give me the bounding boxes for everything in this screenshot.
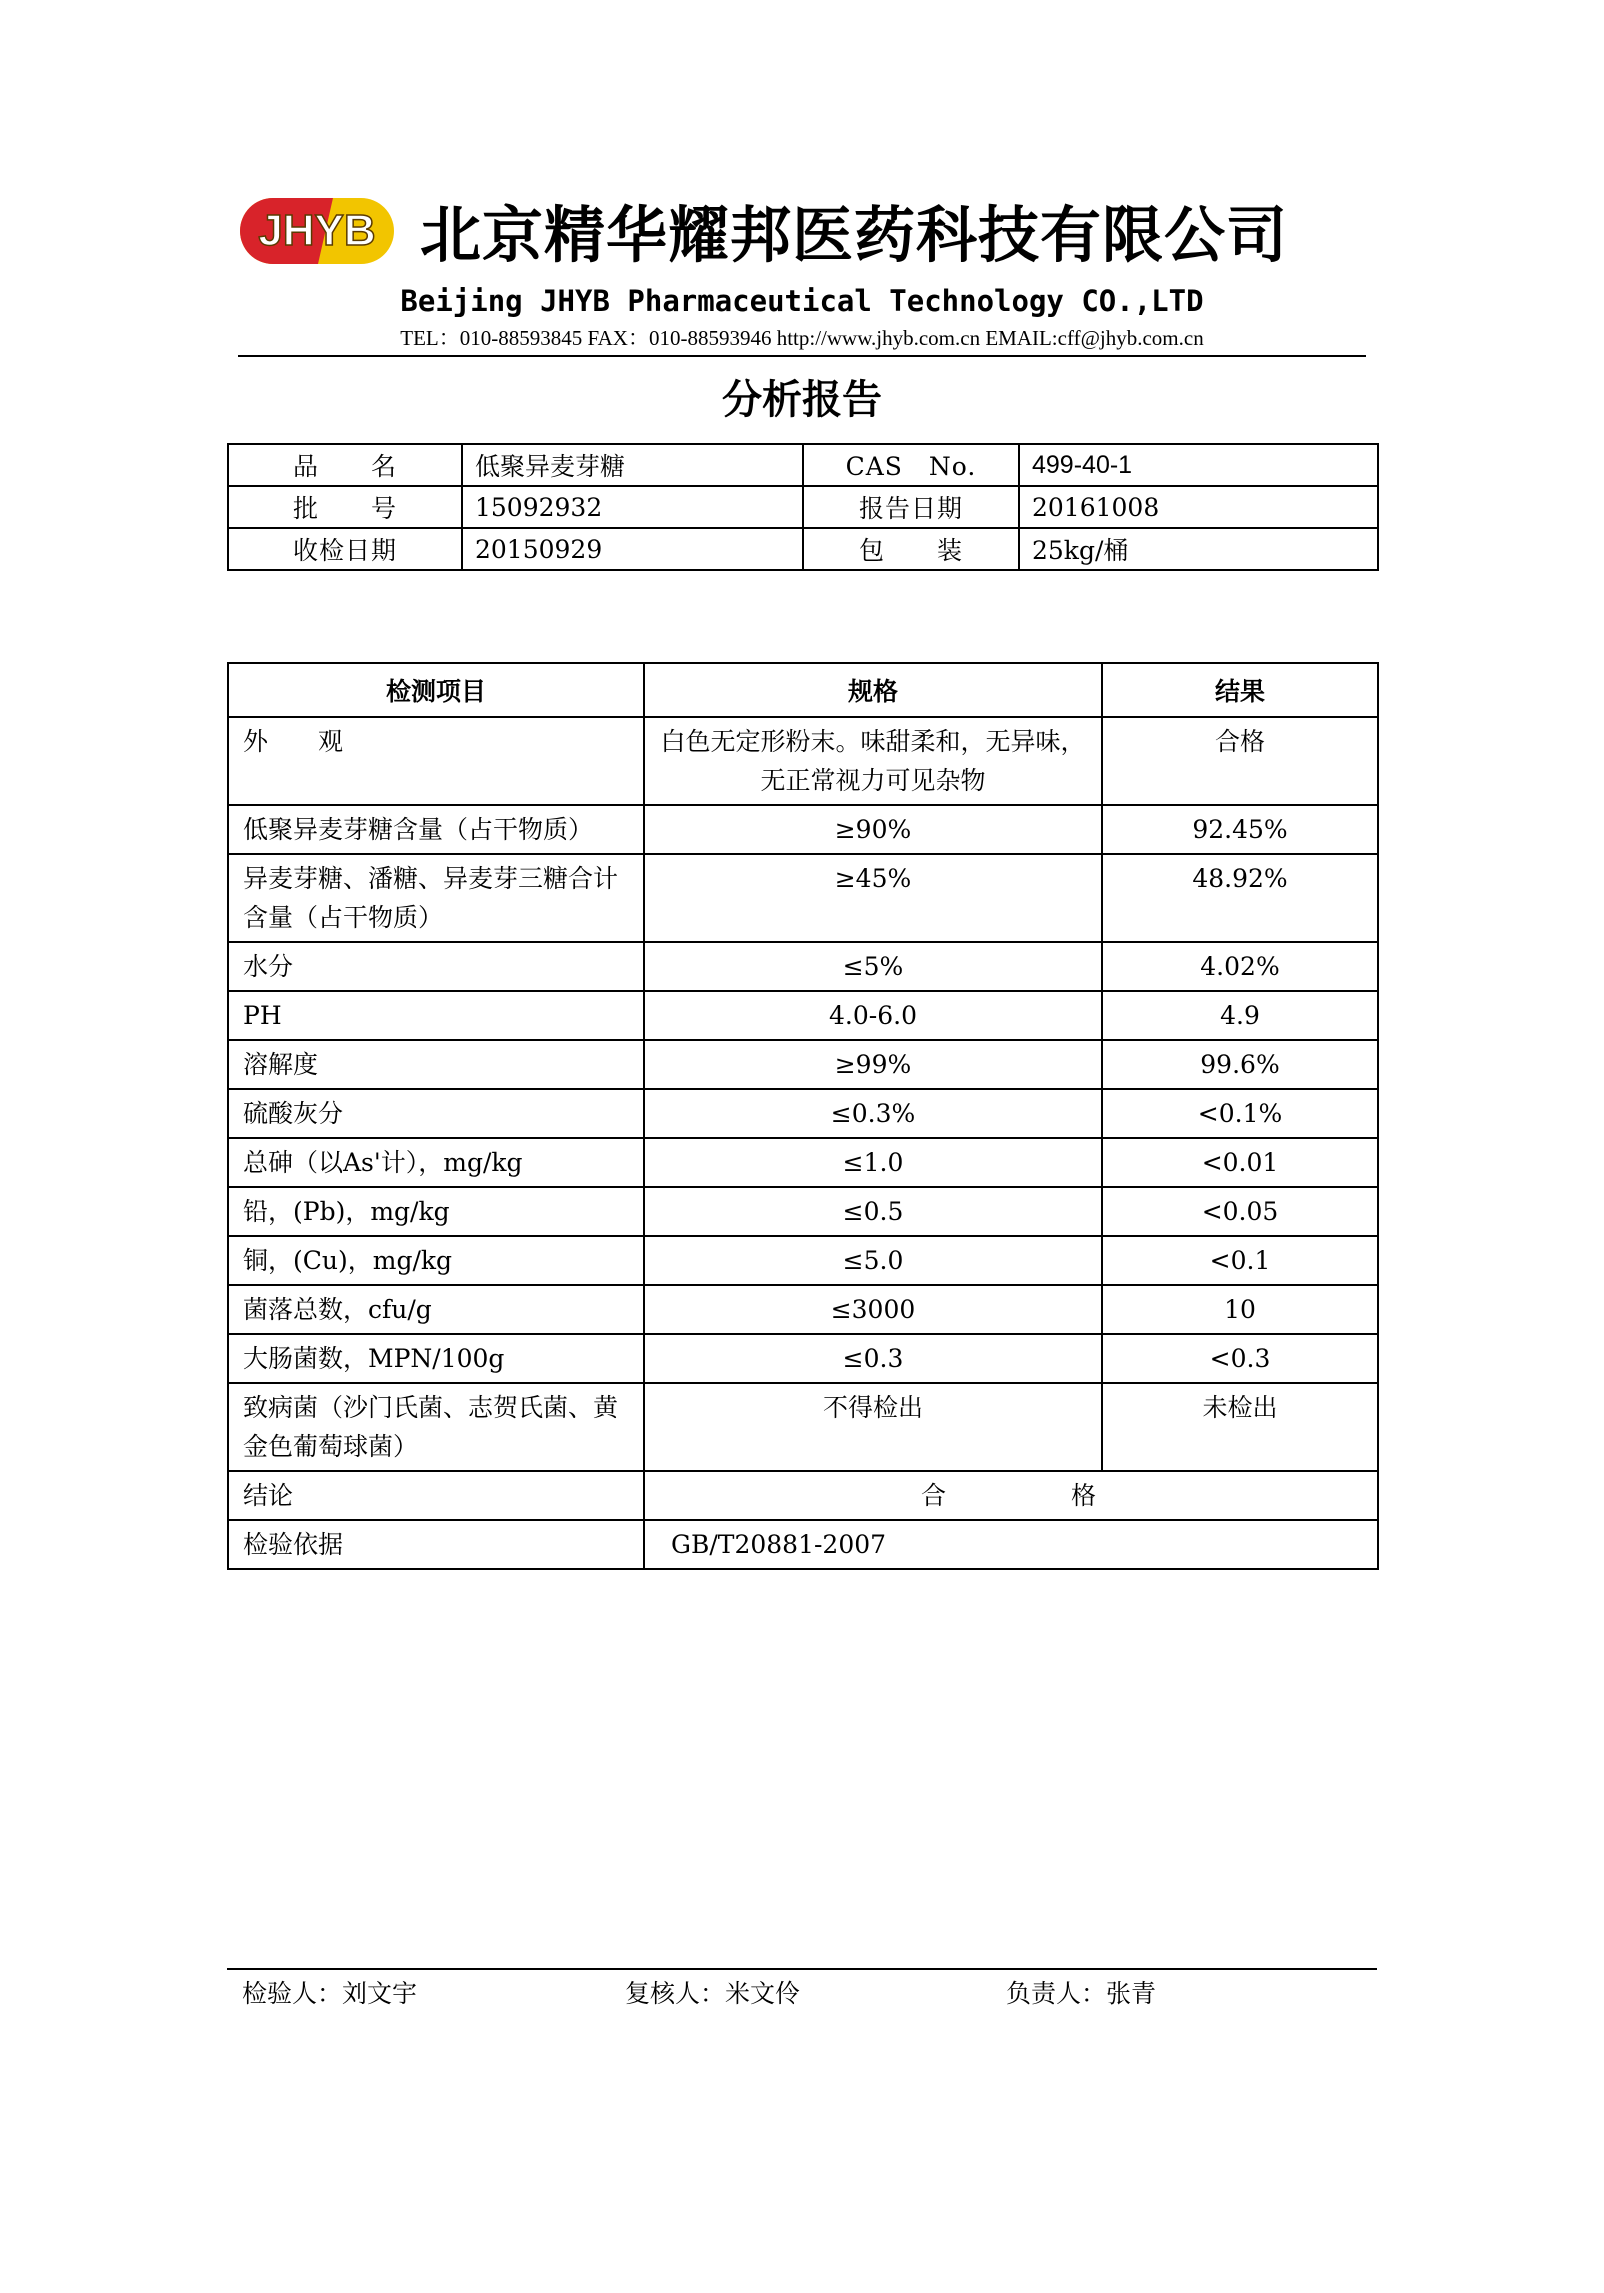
test-item: 硫酸灰分 bbox=[228, 1089, 644, 1138]
table-row bbox=[228, 1040, 1378, 1089]
specification: ≤0.3 bbox=[644, 1334, 1102, 1383]
result: 48.92% bbox=[1102, 854, 1378, 942]
result: 10 bbox=[1102, 1285, 1378, 1334]
result: <0.1% bbox=[1102, 1089, 1378, 1138]
result: 4.9 bbox=[1102, 991, 1378, 1040]
result: 4.02% bbox=[1102, 942, 1378, 991]
conclusion-value: 合 格 bbox=[644, 1471, 1378, 1520]
header-result: 结果 bbox=[1102, 663, 1378, 717]
table-row bbox=[228, 717, 1378, 805]
result: 92.45% bbox=[1102, 805, 1378, 854]
package-label: 包 装 bbox=[803, 528, 1019, 570]
info-row bbox=[228, 528, 1378, 570]
specification: ≥45% bbox=[644, 854, 1102, 942]
table-row bbox=[228, 1089, 1378, 1138]
test-item: 外 观 bbox=[228, 717, 644, 805]
test-item: 异麦芽糖、潘糖、异麦芽三糖合计含量（占干物质） bbox=[228, 854, 644, 942]
specification: ≤5% bbox=[644, 942, 1102, 991]
table-row bbox=[228, 1285, 1378, 1334]
specification: ≤0.3% bbox=[644, 1089, 1102, 1138]
basis-row bbox=[228, 1520, 1378, 1569]
basis-label: 检验依据 bbox=[228, 1520, 644, 1569]
product-info-table bbox=[227, 443, 1379, 571]
info-row bbox=[228, 486, 1378, 528]
result: 99.6% bbox=[1102, 1040, 1378, 1089]
specification: 白色无定形粉末。味甜柔和，无异味，无正常视力可见杂物 bbox=[644, 717, 1102, 805]
specification: ≤3000 bbox=[644, 1285, 1102, 1334]
info-row bbox=[228, 444, 1378, 486]
batch-label: 批 号 bbox=[228, 486, 462, 528]
specification: 不得检出 bbox=[644, 1383, 1102, 1471]
report-date-value: 20161008 bbox=[1019, 486, 1378, 528]
test-results-table bbox=[227, 662, 1379, 1570]
table-row bbox=[228, 1187, 1378, 1236]
header-specification: 规格 bbox=[644, 663, 1102, 717]
header-divider bbox=[238, 355, 1366, 357]
test-item: 大肠菌数，MPN/100g bbox=[228, 1334, 644, 1383]
table-row bbox=[228, 1138, 1378, 1187]
results-header-row bbox=[228, 663, 1378, 717]
receive-date-value: 20150929 bbox=[462, 528, 803, 570]
result: <0.1 bbox=[1102, 1236, 1378, 1285]
test-item: 总砷（以As'计），mg/kg bbox=[228, 1138, 644, 1187]
table-row bbox=[228, 1383, 1378, 1471]
company-logo bbox=[238, 196, 396, 266]
product-name-value: 低聚异麦芽糖 bbox=[462, 444, 803, 486]
specification: ≤0.5 bbox=[644, 1187, 1102, 1236]
table-row bbox=[228, 854, 1378, 942]
report-title: 分析报告 bbox=[722, 377, 882, 423]
company-name-cn: 北京精华耀邦医药科技有限公司 bbox=[420, 200, 1289, 271]
result: 合格 bbox=[1102, 717, 1378, 805]
result: 未检出 bbox=[1102, 1383, 1378, 1471]
conclusion-row bbox=[228, 1471, 1378, 1520]
table-row bbox=[228, 805, 1378, 854]
reviewer-signature: 复核人：米文伶 bbox=[625, 1979, 801, 2008]
cas-label: CAS No. bbox=[803, 444, 1019, 486]
product-name-label: 品 名 bbox=[228, 444, 462, 486]
test-item: 铅，(Pb)，mg/kg bbox=[228, 1187, 644, 1236]
test-item: 低聚异麦芽糖含量（占干物质） bbox=[228, 805, 644, 854]
specification: ≤5.0 bbox=[644, 1236, 1102, 1285]
table-row bbox=[228, 991, 1378, 1040]
contact-line: TEL：010-88593845 FAX：010-88593946 http://www.jhyb.com.cn EMAIL:cff@jhyb.com.cn bbox=[400, 326, 1204, 350]
specification: ≥90% bbox=[644, 805, 1102, 854]
test-item: 水分 bbox=[228, 942, 644, 991]
receive-date-label: 收检日期 bbox=[228, 528, 462, 570]
responsible-signature: 负责人：张青 bbox=[1006, 1979, 1157, 2008]
package-value: 25kg/桶 bbox=[1019, 528, 1378, 570]
test-item: PH bbox=[228, 991, 644, 1040]
result: <0.01 bbox=[1102, 1138, 1378, 1187]
signature-divider bbox=[227, 1968, 1377, 1970]
company-name-en: Beijing JHYB Pharmaceutical Technology CO.,LTD bbox=[400, 284, 1204, 318]
test-item: 致病菌（沙门氏菌、志贺氏菌、黄金色葡萄球菌） bbox=[228, 1383, 644, 1471]
test-item: 溶解度 bbox=[228, 1040, 644, 1089]
logo-text: JHYB bbox=[258, 206, 376, 255]
test-item: 菌落总数，cfu/g bbox=[228, 1285, 644, 1334]
cas-value: 499-40-1 bbox=[1019, 444, 1378, 486]
report-date-label: 报告日期 bbox=[803, 486, 1019, 528]
result: <0.3 bbox=[1102, 1334, 1378, 1383]
specification: 4.0-6.0 bbox=[644, 991, 1102, 1040]
table-row bbox=[228, 1236, 1378, 1285]
inspector-signature: 检验人：刘文宇 bbox=[242, 1979, 418, 2008]
conclusion-label: 结论 bbox=[228, 1471, 644, 1520]
result: <0.05 bbox=[1102, 1187, 1378, 1236]
batch-value: 15092932 bbox=[462, 486, 803, 528]
table-row bbox=[228, 942, 1378, 991]
specification: ≥99% bbox=[644, 1040, 1102, 1089]
basis-value: GB/T20881-2007 bbox=[644, 1520, 1378, 1569]
header-test-item: 检测项目 bbox=[228, 663, 644, 717]
test-item: 铜，(Cu)，mg/kg bbox=[228, 1236, 644, 1285]
specification: ≤1.0 bbox=[644, 1138, 1102, 1187]
table-row bbox=[228, 1334, 1378, 1383]
